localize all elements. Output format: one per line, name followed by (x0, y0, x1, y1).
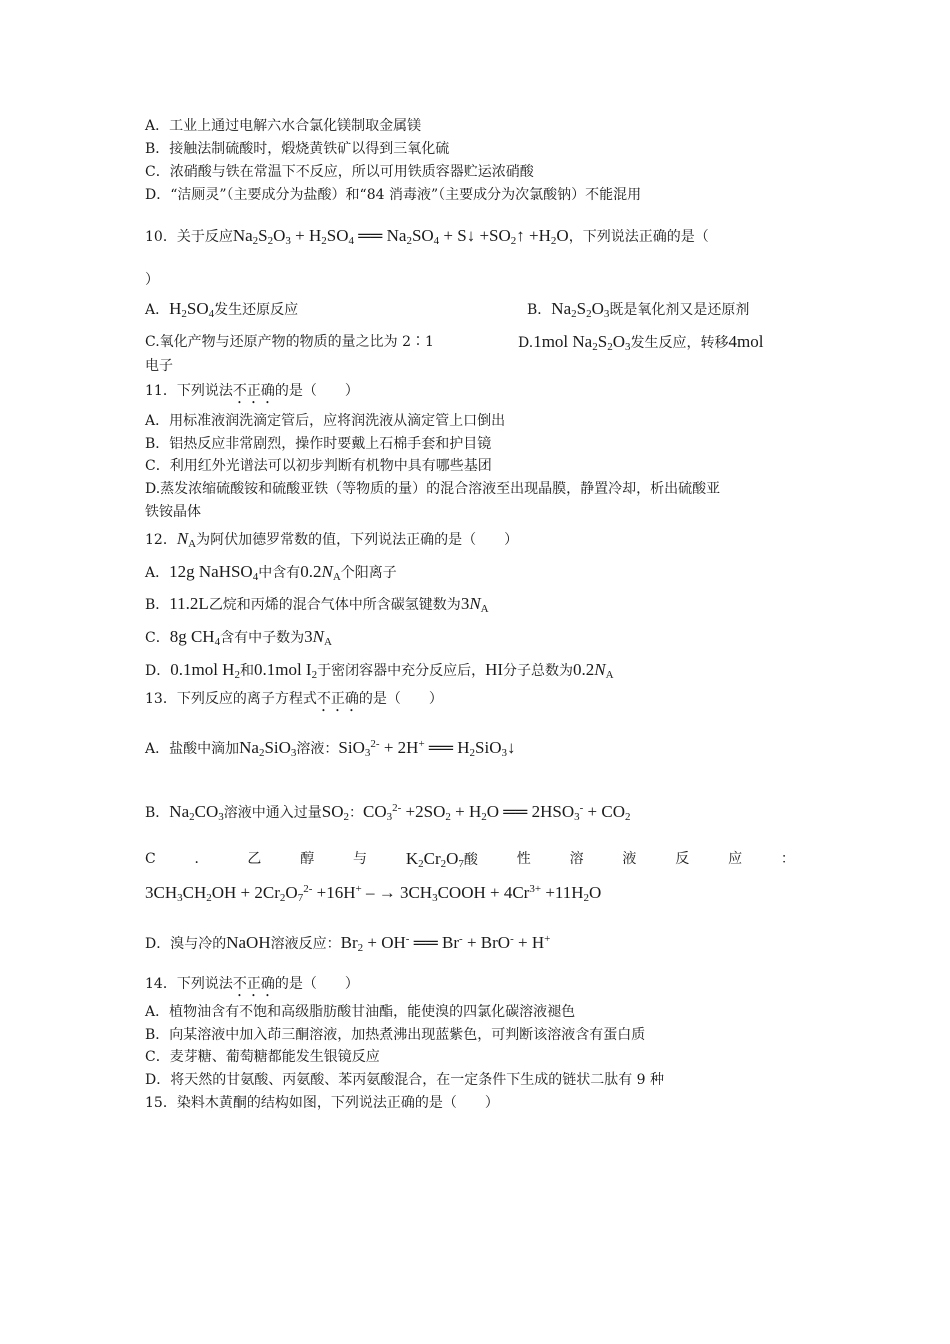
q11-option-d-cont: 铁铵晶体 (145, 504, 201, 520)
emphasis-not-correct: 不正确 (232, 976, 275, 992)
q10-equation: $Na_2S_2O_3 + H_2SO_4$ ══ $Na_2SO_4$ + S↓ $+SO_2↑ +H_2O$ (232, 226, 569, 247)
q10-option-b: B．$Na_2S_2O_3$既是氧化剂又是还原剂 (527, 299, 750, 320)
q13-option-b: B．$Na_2CO_3$溶液中通入过量$SO_2$：$CO_3^{2-} +2SO_2 + H_2O$ ══ $2HSO_3^- + CO_2$ (145, 802, 631, 823)
q10-option-d-cont: 电子 (145, 358, 173, 374)
q9-option-d: D．“洁厕灵”（主要成分为盐酸）和“84 消毒液”（主要成分为次氯酸钠）不能混用 (145, 187, 642, 203)
q14-option-c: C．麦芽糖、葡萄糖都能发生银镜反应 (145, 1049, 380, 1065)
q9-option-b: B．接触法制硫酸时，煅烧黄铁矿以得到三氧化硫 (145, 141, 450, 157)
q11-option-c: C．利用红外光谱法可以初步判断有机物中具有哪些基团 (145, 458, 492, 474)
q13-option-c-equation: $3CH_3CH_2OH + 2Cr_2O_7^{2-} +16H^+$ – → $3CH_3COOH + 4Cr^{3+} +11H_2O$ (145, 883, 602, 904)
q12-stem: 12．$N_A$为阿伏加德罗常数的值，下列说法正确的是（ ） (145, 529, 519, 550)
q12-option-b: B．11.2L乙烷和丙烯的混合气体中所含碳氢键数为$3N_A$ (145, 594, 489, 615)
q14-option-a: A．植物油含有不饱和高级脂肪酸甘油酯，能使溴的四氯化碳溶液褪色 (145, 1004, 576, 1020)
q10-stem-close: ） (145, 272, 159, 288)
q12-option-d: D．0.1mol $H_2$和0.1mol $I_2$于密闭容器中充分反应后，HI分子总数为$0.2N_A$ (145, 660, 614, 681)
q13-option-c: C ． 乙 醇 与 $K_2Cr_2O_7$酸 性 溶 液 反 应 ： (145, 849, 795, 870)
q11-option-d: D.蒸发浓缩硫酸铵和硫酸亚铁（等物质的量）的混合溶液至出现晶膜，静置冷却，析出硫酸亚 (145, 481, 721, 497)
q9-option-a: A．工业上通过电解六水合氯化镁制取金属镁 (145, 118, 422, 134)
q11-stem: 11．下列说法不正确的是（ ） (145, 383, 359, 399)
q12-option-c: C．8g $CH_4$含有中子数为$3N_A$ (145, 627, 332, 648)
q14-stem: 14．下列说法不正确的是（ ） (145, 976, 359, 992)
q15-stem: 15．染料木黄酮的结构如图，下列说法正确的是（ ） (145, 1095, 499, 1111)
q13-option-a: A．盐酸中滴加$Na_2SiO_3$溶液：SiO$_3^{2-}$ + 2H+ ══ $H_2SiO_3↓$ (145, 738, 516, 759)
q10-stem: 10．关于反应$Na_2S_2O_3 + H_2SO_4$ ══ $Na_2SO_4$ + S↓ $+SO_2↑ +H_2O$，下列说法正确的是（ (145, 226, 709, 247)
emphasis-not-correct: 不正确 (232, 383, 275, 399)
q10-option-d: D.1mol $Na_2S_2O_3$发生反应，转移4mol (518, 332, 764, 353)
q9-option-c: C．浓硝酸与铁在常温下不反应，所以可用铁质容器贮运浓硝酸 (145, 164, 534, 180)
q14-option-d: D．将天然的甘氨酸、丙氨酸、苯丙氨酸混合，在一定条件下生成的链状二肽有 9 种 (145, 1072, 665, 1088)
q14-option-b: B．向某溶液中加入茚三酮溶液，加热煮沸出现蓝紫色，可判断该溶液含有蛋白质 (145, 1027, 646, 1043)
q11-option-b: B．铝热反应非常剧烈，操作时要戴上石棉手套和护目镜 (145, 436, 492, 452)
q10-option-c: C.氧化产物与还原产物的物质的量之比为 2∶1 (145, 334, 434, 350)
q13-stem: 13．下列反应的离子方程式不正确的是（ ） (145, 691, 443, 707)
q13-option-d: D．溴与冷的NaOH溶液反应：$Br_2 + OH^-$ ══ Br- + BrO- + H+ (145, 933, 551, 954)
q10-option-a: A．$H_2SO_4$发生还原反应 (145, 299, 299, 320)
emphasis-not-correct: 不正确 (316, 691, 359, 707)
q12-option-a: A．12g NaHSO$_4$中含有$0.2N_A$个阳离子 (145, 562, 397, 583)
q11-option-a: A．用标准液润洗滴定管后，应将润洗液从滴定管上口倒出 (145, 413, 506, 429)
